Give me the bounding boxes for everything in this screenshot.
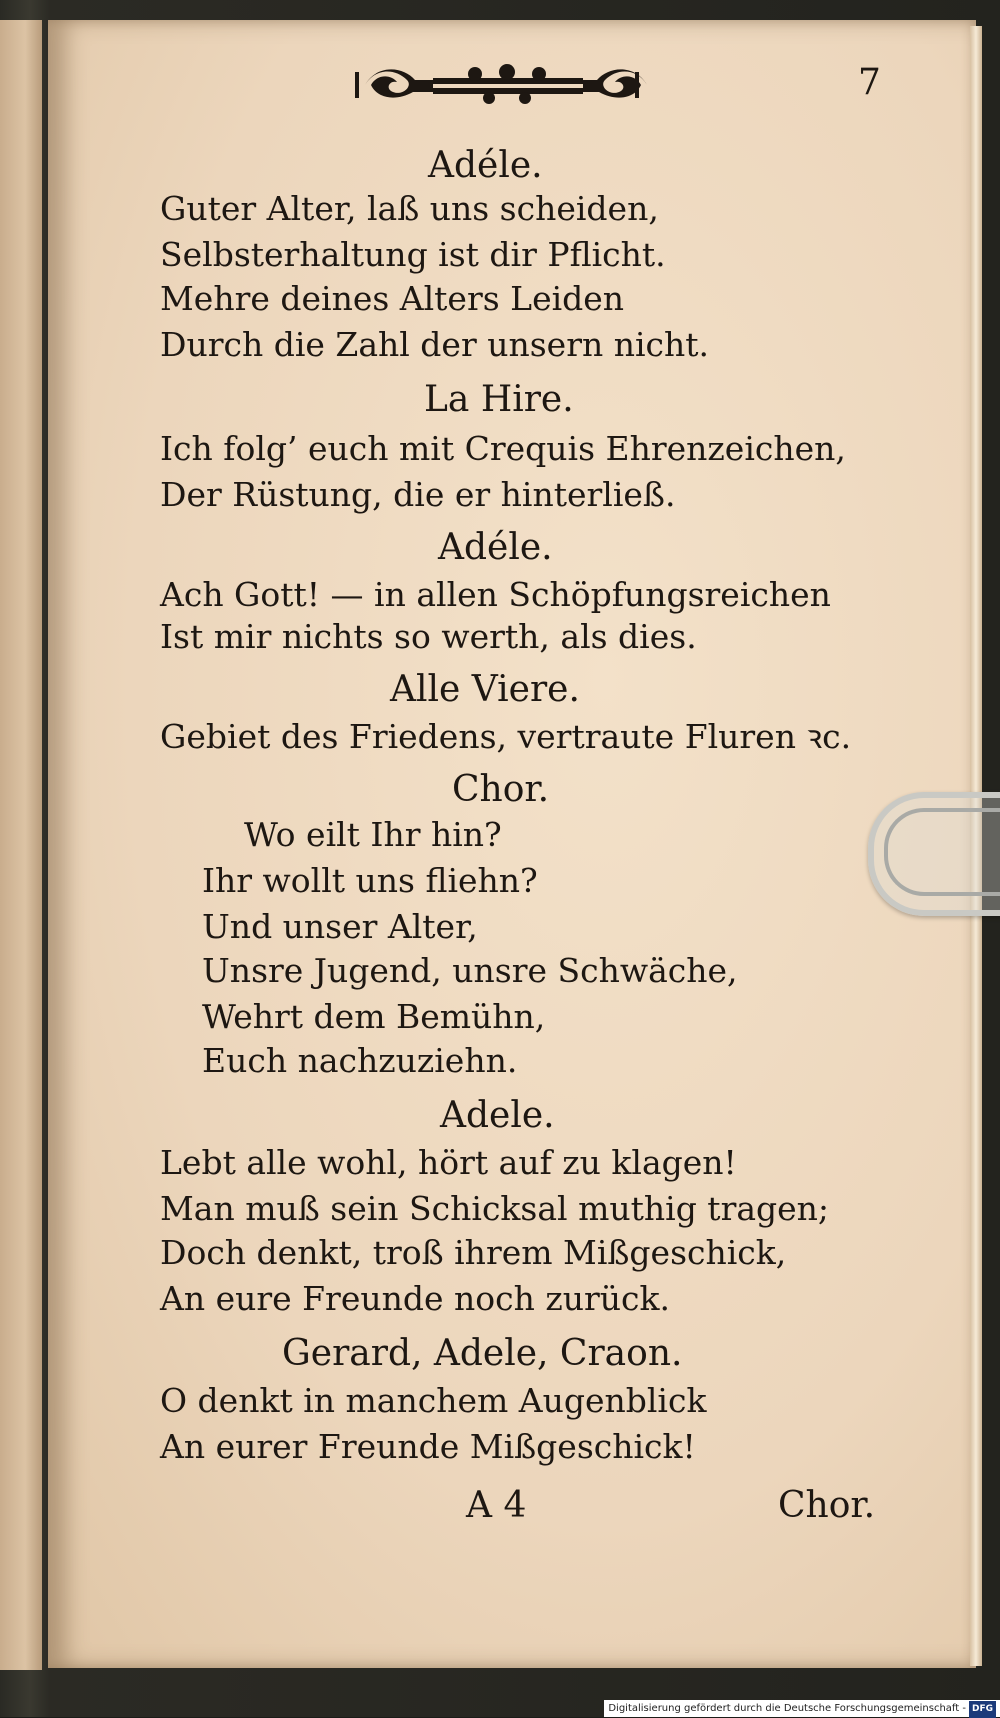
speaker-name: Adele. (440, 1095, 555, 1136)
verse-line: An eure Freunde noch zurück. (160, 1279, 670, 1318)
credit-text: Digitalisierung gefördert durch die Deutsche Forschungsgemeinschaft - (608, 1703, 966, 1714)
verse-line: Der Rüstung, die er hinterließ. (160, 475, 676, 514)
page-clip-wire (884, 808, 1000, 896)
verse-line: Euch nachzuziehn. (202, 1041, 518, 1080)
verse-line: Wo eilt Ihr hin? (244, 815, 502, 854)
verse-line: Guter Alter, laß uns scheiden, (160, 189, 659, 228)
verse-line: Lebt alle wohl, hört auf zu klagen! (160, 1143, 737, 1182)
speaker-name: La Hire. (424, 379, 574, 420)
page-number: 7 (858, 62, 881, 103)
speaker-name: Chor. (452, 769, 550, 810)
verse-line: Man muß sein Schicksal muthig tragen; (160, 1189, 830, 1228)
facing-page-edge (0, 20, 42, 1670)
verse-line: Ich folg’ euch mit Crequis Ehrenzeichen, (160, 429, 846, 468)
verse-line: Wehrt dem Bemühn, (202, 997, 546, 1036)
catchword: Chor. (778, 1485, 876, 1526)
digitization-credit (604, 1700, 1000, 1717)
headpiece-ornament (355, 62, 657, 108)
verse-line: Selbsterhaltung ist dir Pflicht. (160, 235, 666, 274)
verse-line: Durch die Zahl der unsern nicht. (160, 325, 710, 364)
verse-line: Gebiet des Friedens, vertraute Fluren ꝛc. (160, 717, 852, 756)
verse-line: O denkt in manchem Augenblick (160, 1381, 707, 1420)
verse-line: Ist mir nichts so werth, als dies. (160, 617, 697, 656)
verse-line: Ach Gott! — in allen Schöpfungsreichen (160, 575, 831, 614)
verse-line: Mehre deines Alters Leiden (160, 279, 625, 318)
verse-line: Unsre Jugend, unsre Schwäche, (202, 951, 738, 990)
speaker-name: Gerard, Adele, Craon. (282, 1333, 683, 1374)
signature-mark: A 4 (466, 1485, 527, 1526)
speaker-name: Adéle. (428, 145, 543, 186)
verse-line: Doch denkt, troß ihrem Mißgeschick, (160, 1233, 787, 1272)
speaker-name: Alle Viere. (390, 669, 580, 710)
verse-line: An eurer Freunde Mißgeschick! (160, 1427, 696, 1466)
dfg-logo: DFG (969, 1701, 996, 1718)
verse-line: Und unser Alter, (202, 907, 478, 946)
verse-line: Ihr wollt uns fliehn? (202, 861, 538, 900)
speaker-name: Adéle. (438, 527, 553, 568)
